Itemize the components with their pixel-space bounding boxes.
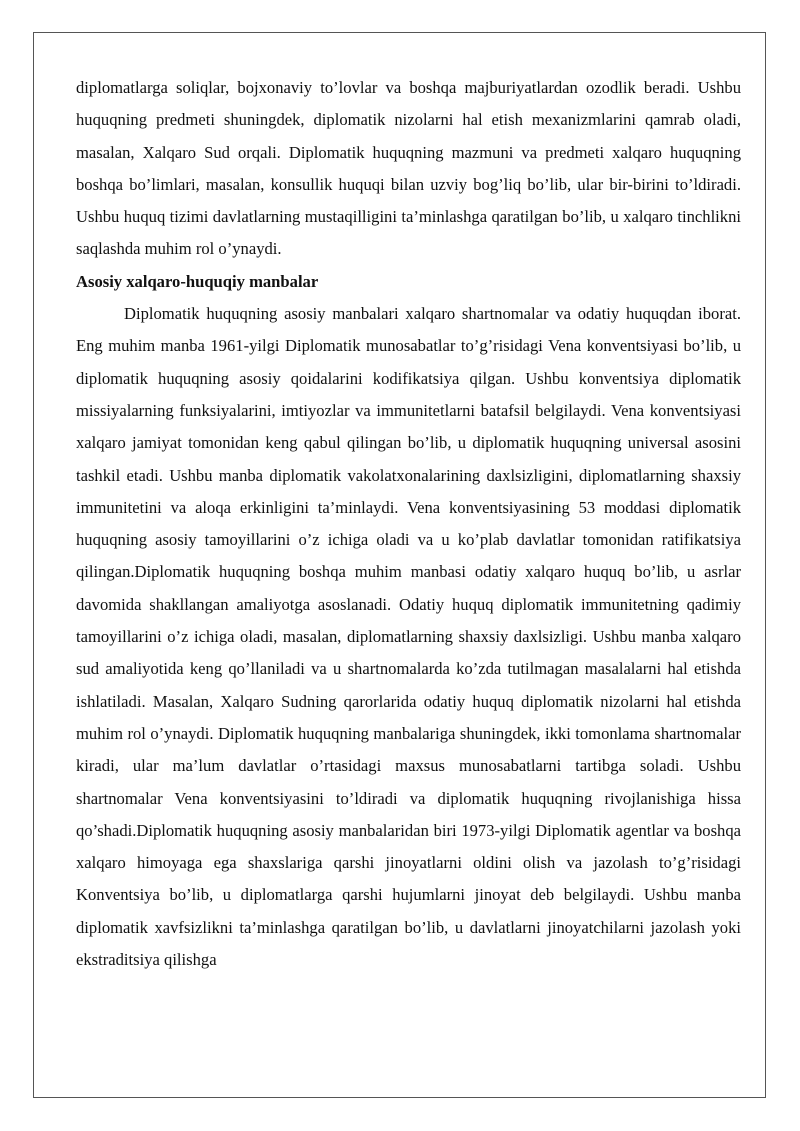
paragraph-sources: Diplomatik huquqning asosiy manbalari xalqaro shartnomalar va odatiy huquqdan iborat. Eng muhim manba 1961-yilgi Diplomatik munosabatlar to’g’risidagi Vena konventsiyasi bo’lib, u diplomatik huquqning asosiy qoidalarini kodifikatsiya qilgan. Ushbu konventsiya diplomatik missiyalarning funksiyalarini, imtiyozlar va immunitetlarni batafsil belgilaydi. Vena konventsiyasi xalqaro jamiyat tomonidan keng qabul qilingan bo’lib, u diplomatik huquqning universal asosini tashkil etadi. Ushbu manba diplomatik vakolatxonalarining daxlsizligini, diplomatlarning shaxsiy immunitetini va aloqa erkinligini ta’minlaydi. Vena konventsiyasining 53 moddasi diplomatik huquqning asosiy tamoyillarini o’z ichiga oladi va u ko’plab davlatlar tomonidan ratifikatsiya qilingan.Diplomatik huquqning boshqa muhim manbasi odatiy xalqaro huquq bo’lib, u asrlar davomida shakllangan amaliyotga asoslanadi. Odatiy huquq diplomatik immunitetning qadimiy tamoyillarini o’z ichiga oladi, masalan, diplomatlarning shaxsiy daxlsizligi. Ushbu manba xalqaro sud amaliyotida keng qo’llaniladi va u shartnomalarda ko’zda tutilmagan masalalarni hal etishda ishlatiladi. Masalan, Xalqaro Sudning qarorlarida odatiy huquq diplomatik nizolarni hal etishda muhim rol o’ynaydi. Diplomatik huquqning manbalariga shuningdek, ikki tomonlama shartnomalar kiradi, ular ma’lum davlatlar o’rtasidagi maxsus munosabatlarni tartibga soladi. Ushbu shartnomalar Vena konventsiyasini to’ldiradi va diplomatik huquqning rivojlanishiga hissa qo’shadi.Diplomatik huquqning asosiy manbalaridan biri 1973-yilgi Diplomatik agentlar va boshqa xalqaro himoyaga ega shaxslariga qarshi jinoyatlarni oldini olish va jazolash to’g’risidagi Konventsiya bo’lib, u diplomatlarga qarshi hujumlarni jinoyat deb belgilaydi. Ushbu manba diplomatik xavfsizlikni ta’minlashga qaratilgan bo’lib, u davlatlarni jinoyatchilarni jazolash yoki ekstraditsiya qilishga [76, 304, 741, 970]
section-heading: Asosiy xalqaro-huquqiy manbalar [76, 271, 319, 291]
paragraph-intro: diplomatlarga soliqlar, bojxonaviy to’lovlar va boshqa majburiyatlardan ozodlik beradi. Ushbu huquqning predmeti shuningdek, diplomatik nizolarni hal etish mexanizmlarini qamrab oladi, masalan, Xalqaro Sud orqali. Diplomatik huquqning mazmuni va predmeti xalqaro huquqning boshqa bo’limlari, masalan, konsullik huquqi bilan uzviy bog’liq bo’lib, ular bir-birini to’ldiradi. Ushbu huquq tizimi davlatlarning mustaqilligini ta’minlashga qaratilgan bo’lib, u xalqaro tinchlikni saqlashda muhim rol o’ynaydi. [76, 78, 741, 259]
document-body [76, 72, 741, 976]
